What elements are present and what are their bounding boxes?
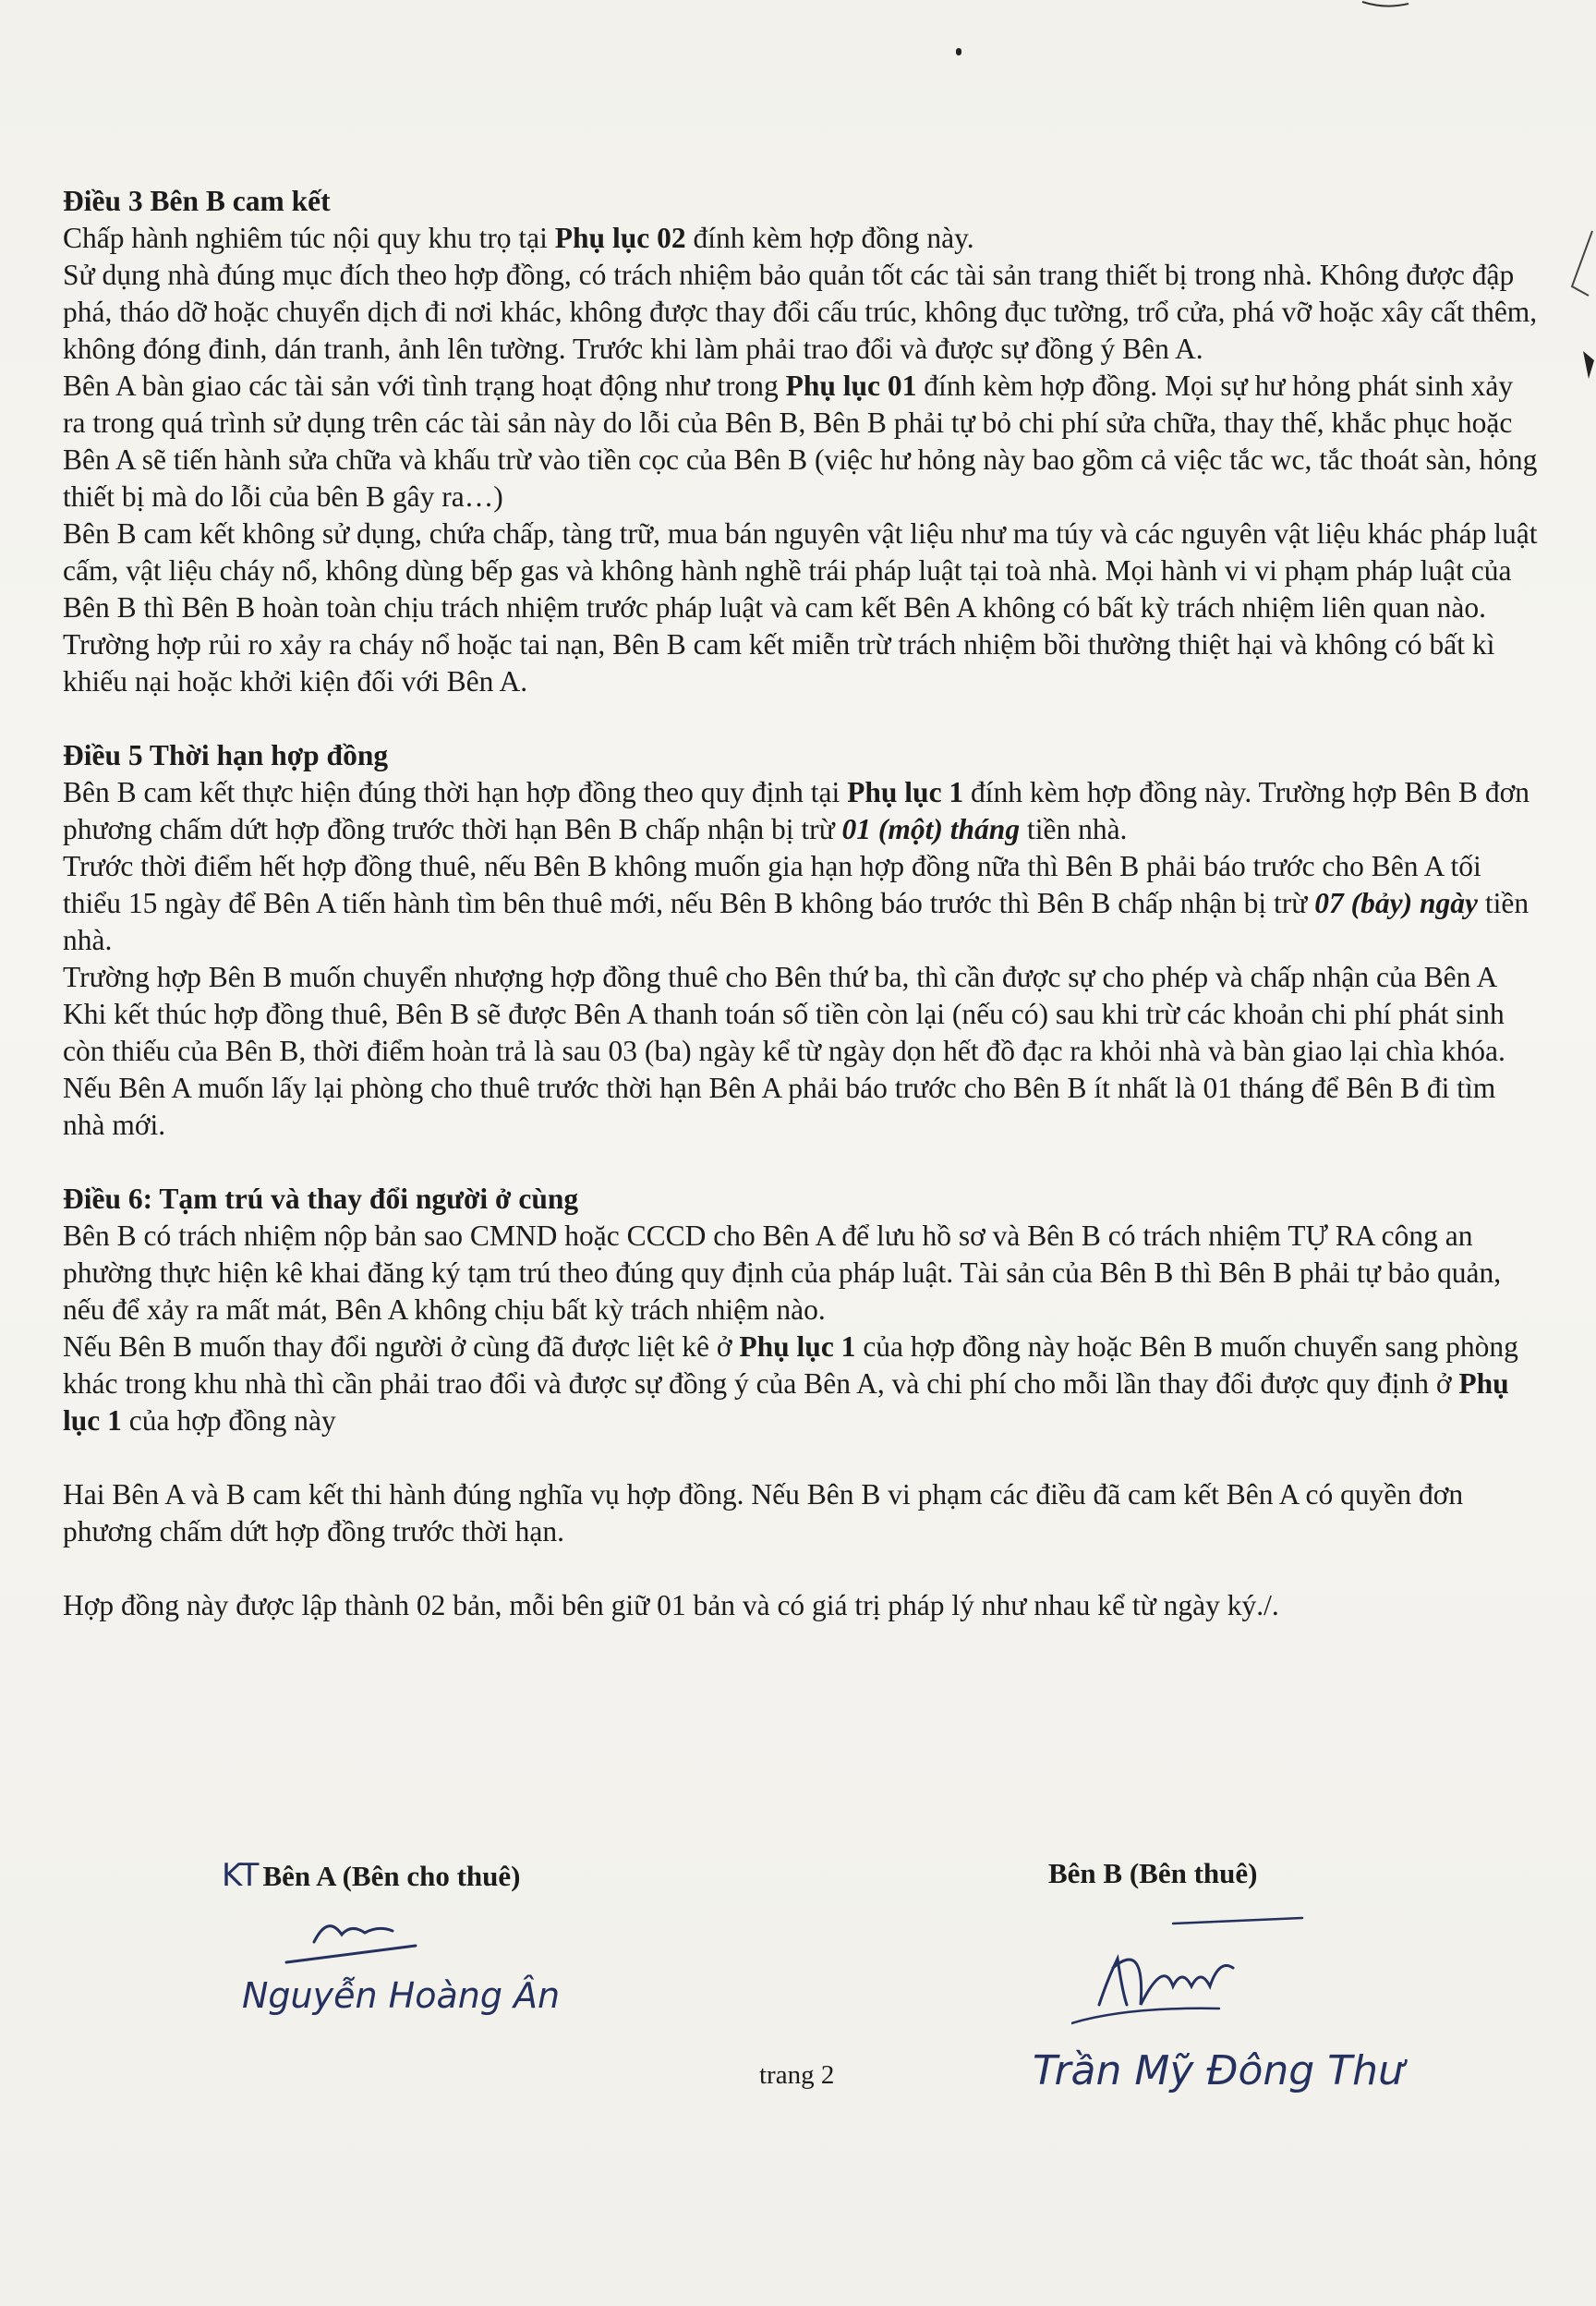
text-run: đính kèm hợp đồng này.	[685, 222, 974, 254]
party-a-label: Bên A (Bên cho thuê)	[262, 1860, 521, 1892]
article-5-paragraph-2	[63, 848, 1541, 959]
appendix-reference: Phụ lục 02	[554, 222, 686, 254]
party-a-signature	[277, 1905, 425, 1970]
appendix-reference: Phụ lục 01	[785, 370, 917, 402]
article-3-paragraph-1	[63, 220, 1541, 257]
text-run: Bên B cam kết thực hiện đúng thời hạn hợp đồng theo quy định tại	[63, 776, 848, 808]
text-run: tiền nhà.	[63, 887, 1530, 956]
text-run: Chấp hành nghiêm túc nội quy khu trọ tại	[63, 222, 555, 254]
article-6-paragraph-2	[63, 1329, 1541, 1439]
article-5	[63, 737, 1541, 1144]
text-run: Trước thời điểm hết hợp đồng thuê, nếu Bên B không muốn gia hạn hợp đồng nữa thì Bên B phải báo trước cho Bên A tối thiểu 15 ngày để Bên A tiến hành tìm bên thuê mới, nếu Bên B không báo trước thì Bên B chấp nhận bị trừ	[63, 850, 1481, 919]
article-3-paragraph-3	[63, 368, 1541, 516]
party-a-signature-label	[222, 1857, 520, 1894]
article-6	[63, 1181, 1541, 1439]
article-5-paragraph-4: Khi kết thúc hợp đồng thuê, Bên B sẽ được Bên A thanh toán số tiền còn lại (nếu có) sau khi trừ các khoản chi phí phát sinh còn thiếu của Bên B, thời điểm hoàn trả là sau 03 (ba) ngày kể từ ngày dọn hết đồ đạc ra khỏi nhà và bàn giao lại chìa khóa.	[63, 998, 1505, 1067]
scan-edge-mark-right	[1561, 222, 1596, 388]
party-b-handwritten-name: Trần Mỹ Đông Thư	[1033, 2047, 1404, 2094]
page-number: trang 2	[759, 2060, 835, 2090]
text-run: Bên A bàn giao các tài sản với tình trạng hoạt động như trong	[63, 370, 786, 402]
article-5-paragraph-5: Nếu Bên A muốn lấy lại phòng cho thuê trước thời hạn Bên A phải báo trước cho Bên B ít nhất là 01 tháng để Bên B đi tìm nhà mới.	[63, 1072, 1496, 1141]
scan-edge-mark-top	[1358, 0, 1413, 18]
article-3-heading: Điều 3 Bên B cam kết	[63, 185, 331, 217]
contract-body	[63, 183, 1541, 1624]
article-3-paragraph-5: Trường hợp rủi ro xảy ra cháy nổ hoặc tai nạn, Bên B cam kết miễn trừ trách nhiệm bồi thường thiệt hại và không có bất kì khiếu nại hoặc khởi kiện đối với Bên A.	[63, 628, 1495, 698]
article-5-paragraph-1	[63, 774, 1541, 848]
penalty-term: 01 (một) tháng	[841, 813, 1021, 845]
scan-dot	[956, 48, 961, 55]
appendix-reference: Phụ lục 1	[847, 776, 964, 808]
article-3-paragraph-4: Bên B cam kết không sử dụng, chứa chấp, tàng trữ, mua bán nguyên vật liệu như ma túy và các nguyên vật liệu khác pháp luật cấm, vật liệu cháy nổ, không dùng bếp gas và không hành nghề trái pháp luật tại toà nhà. Mọi hành vi vi phạm pháp luật của Bên B thì Bên B hoàn toàn chịu trách nhiệm trước pháp luật và cam kết Bên A không có bất kỳ trách nhiệm liên quan nào.	[63, 517, 1538, 624]
appendix-reference: Phụ lục 1	[739, 1330, 856, 1363]
article-5-heading: Điều 5 Thời hạn hợp đồng	[63, 739, 389, 771]
party-b-signature-label: Bên B (Bên thuê)	[1048, 1857, 1258, 1889]
article-6-heading: Điều 6: Tạm trú và thay đổi người ở cùng	[63, 1183, 579, 1215]
article-3-paragraph-2: Sử dụng nhà đúng mục đích theo hợp đồng, có trách nhiệm bảo quản tốt các tài sản trang thiết bị trong nhà. Không được đập phá, tháo dỡ hoặc chuyển dịch đi nơi khác, không được thay đổi cấu trúc, không đục tường, trổ cửa, phá vỡ hoặc xây cất thêm, không đóng đinh, dán tranh, ảnh lên tường. Trước khi làm phải trao đổi và được sự đồng ý Bên A.	[63, 259, 1538, 365]
party-b-signature	[1071, 1903, 1312, 2033]
closing-paragraph-1: Hai Bên A và B cam kết thi hành đúng nghĩa vụ hợp đồng. Nếu Bên B vi phạm các điều đã cam kết Bên A có quyền đơn phương chấm dứt hợp đồng trước thời hạn.	[63, 1478, 1464, 1547]
article-3	[63, 183, 1541, 700]
text-run: đính kèm hợp đồng. Mọi sự hư hỏng phát sinh xảy ra trong quá trình sử dụng trên các tài sản này do lỗi của Bên B, Bên B phải tự bỏ chi phí sửa chữa, thay thế, khắc phục hoặc Bên A sẽ tiến hành sửa chữa và khấu trừ vào tiền cọc của Bên B (việc hư hỏng này bao gồm cả việc tắc wc, tắc thoát sàn, hỏng thiết bị mà do lỗi của bên B gây ra…)	[63, 370, 1538, 513]
appendix-reference: Phụ lục 1	[63, 1367, 1509, 1437]
party-a-handwritten-name: Nguyễn Hoàng Ân	[242, 1975, 561, 2016]
text-run: của hợp đồng này hoặc Bên B muốn chuyển sang phòng khác trong khu nhà thì cần phải trao đổi và được sự đồng ý của Bên A, và chi phí cho mỗi lần thay đổi được quy định ở	[63, 1330, 1518, 1400]
article-6-paragraph-1: Bên B có trách nhiệm nộp bản sao CMND hoặc CCCD cho Bên A để lưu hồ sơ và Bên B có trách nhiệm TỰ RA công an phường thực hiện kê khai đăng ký tạm trú theo đúng quy định của pháp luật. Tài sản của Bên B thì Bên B phải tự bảo quản, nếu để xảy ra mất mát, Bên A không chịu bất kỳ trách nhiệm nào.	[63, 1220, 1502, 1326]
article-5-paragraph-3: Trường hợp Bên B muốn chuyển nhượng hợp đồng thuê cho Bên thứ ba, thì cần được sự cho phép và chấp nhận của Bên A	[63, 961, 1498, 993]
text-run: Nếu Bên B muốn thay đổi người ở cùng đã được liệt kê ở	[63, 1330, 740, 1363]
text-run: tiền nhà.	[1020, 813, 1128, 845]
closing	[63, 1476, 1541, 1624]
penalty-term: 07 (bảy) ngày	[1314, 887, 1478, 919]
closing-paragraph-2: Hợp đồng này được lập thành 02 bản, mỗi bên giữ 01 bản và có giá trị pháp lý như nhau kể từ ngày ký./.	[63, 1589, 1279, 1621]
text-run: đính kèm hợp đồng này. Trường hợp Bên B đơn phương chấm dứt hợp đồng trước thời hạn Bên B chấp nhận bị trừ	[63, 776, 1530, 845]
text-run: của hợp đồng này	[121, 1404, 336, 1437]
handwritten-kt-prefix: KT	[222, 1857, 260, 1894]
